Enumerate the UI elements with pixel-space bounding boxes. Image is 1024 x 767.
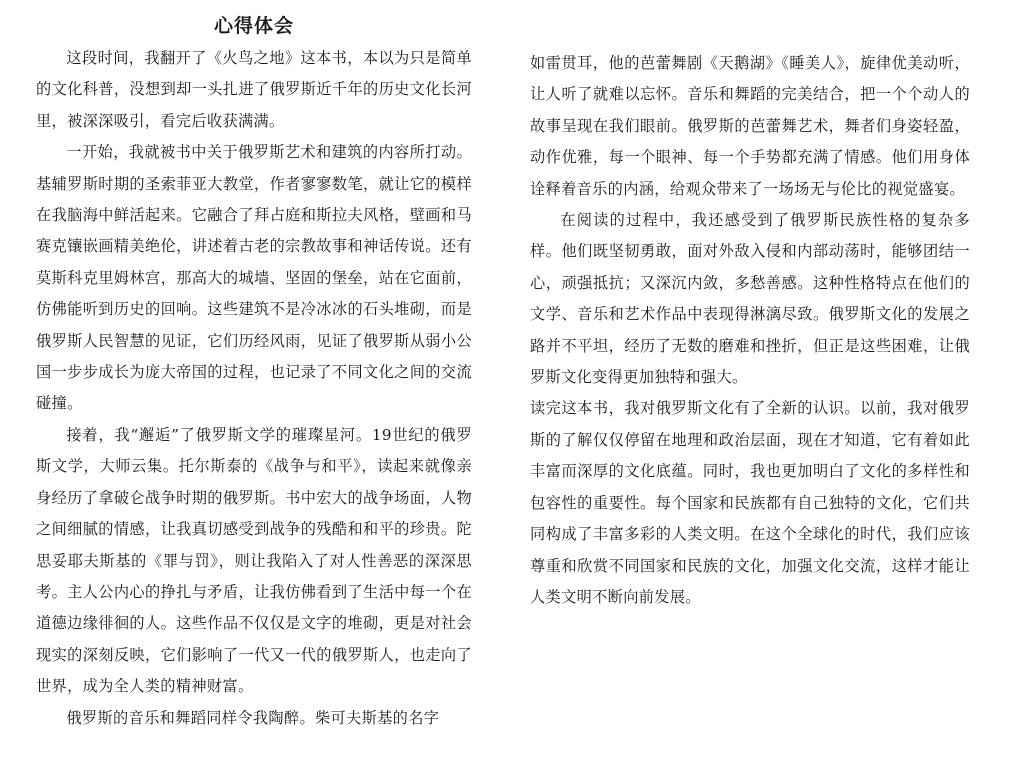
left-column [36,43,472,734]
paragraph-intro: 这段时间，我翻开了《火鸟之地》这本书，本以为只是简单的文化科普，没想到却一头扎进了俄罗斯近千年的历史文化长河里，被深深吸引，看完后收获满满。 [36,49,472,130]
right-column [530,48,970,613]
paragraph-literature: 接着，我“邂逅”了俄罗斯文学的璀璨星河。19世纪的俄罗斯文学，大师云集。托尔斯泰的《战争与和平》，读起来就像亲身经历了拿破仑战争时期的俄罗斯。书中宏大的战争场面，人物之间细腻的情感，让我真切感受到战争的残酷和和平的珍贵。陀思妥耶夫斯基的《罪与罚》，则让我陷入了对人性善恶的深深思考。主人公内心的挣扎与矛盾，让我仿佛看到了生活中每一个在道德边缘徘徊的人。这些作品不仅仅是文字的堆砌，更是对社会现实的深刻反映，它们影响了一代又一代的俄罗斯人，也走向了世界，成为全人类的精神财富。 [36,425,472,696]
paragraph-music-start: 俄罗斯的音乐和舞蹈同样令我陶醉。柴可夫斯基的名字 [66,708,440,727]
paragraph-conclusion: 读完这本书，我对俄罗斯文化有了全新的认识。以前，我对俄罗斯的了解仅仅停留在地理和政治层面，现在才知道，它有着如此丰富而深厚的文化底蕴。同时，我也更加明白了文化的多样性和包容性的重要性。每个国家和民族都有自己独特的文化，它们共同构成了丰富多彩的人类文明。在这个全球化的时代，我们应该尊重和欣赏不同国家和民族的文化，加强文化交流，这样才能让人类文明不断向前发展。 [530,399,970,606]
paragraph-music-continued: 如雷贯耳，他的芭蕾舞剧《天鹅湖》《睡美人》，旋律优美动听，让人听了就难以忘怀。音乐和舞蹈的完美结合，把一个个动人的故事呈现在我们眼前。俄罗斯的芭蕾舞艺术，舞者们身姿轻盈，动作优雅，每一个眼神、每一个手势都充满了情感。他们用身体诠释着音乐的内涵，给观众带来了一场场无与伦比的视觉盛宴。 [530,54,970,198]
paragraph-architecture: 一开始，我就被书中关于俄罗斯艺术和建筑的内容所打动。基辅罗斯时期的圣索菲亚大教堂，作者寥寥数笔，就让它的模样在我脑海中鲜活起来。它融合了拜占庭和斯拉夫风格，壁画和马赛克镶嵌画精美绝伦，讲述着古老的宗教故事和神话传说。还有莫斯科克里姆林宫，那高大的城墙、坚固的堡垒，站在它面前，仿佛能听到历史的回响。这些建筑不是冷冰冰的石头堆砌，而是俄罗斯人民智慧的见证，它们历经风雨，见证了俄罗斯从弱小公国一步步成长为庞大帝国的过程，也记录了不同文化之间的交流碰撞。 [36,143,472,413]
page-title: 心得体会 [213,15,294,37]
paragraph-national-character: 在阅读的过程中，我还感受到了俄罗斯民族性格的复杂多样。他们既坚韧勇敢，面对外敌入侵和内部动荡时，能够团结一心，顽强抵抗；又深沉内敛，多愁善感。这种性格特点在他们的文学、音乐和艺术作品中表现得淋漓尽致。俄罗斯文化的发展之路并不平坦，经历了无数的磨难和挫折，但正是这些困难，让俄罗斯文化变得更加独特和强大。 [530,211,970,387]
